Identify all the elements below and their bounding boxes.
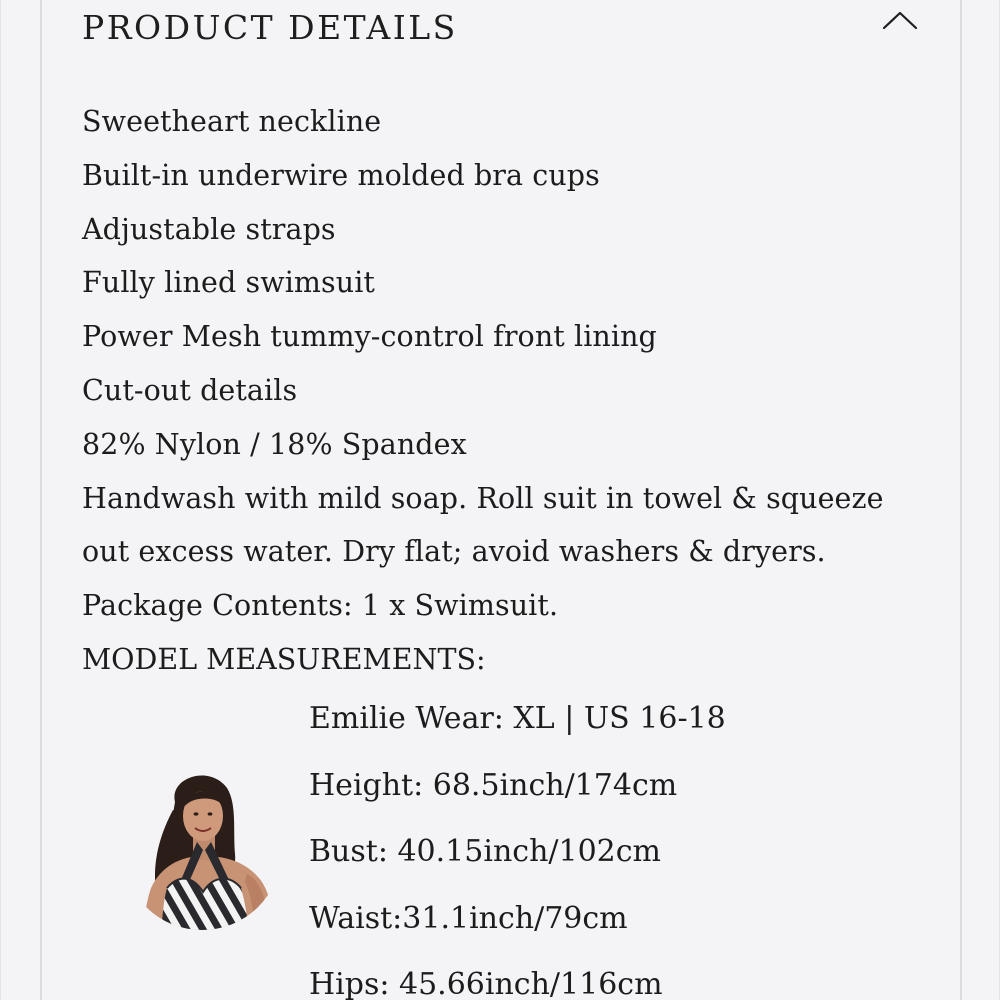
detail-item: Adjustable straps xyxy=(82,212,336,246)
measurement-item: Emilie Wear: XL | US 16-18 xyxy=(309,701,726,736)
detail-item: 82% Nylon / 18% Spandex xyxy=(82,427,467,461)
detail-item: Handwash with mild soap. Roll suit in towel & squeeze xyxy=(82,481,884,515)
measurement-item: Hips: 45.66inch/116cm xyxy=(309,967,663,1000)
collapse-toggle-button[interactable] xyxy=(880,8,920,38)
product-details-list xyxy=(82,95,942,633)
model-photo xyxy=(123,770,281,930)
detail-item: Fully lined swimsuit xyxy=(82,266,375,300)
product-details-header[interactable] xyxy=(82,8,930,52)
section-title: PRODUCT DETAILS xyxy=(82,8,458,47)
detail-item: Built-in underwire molded bra cups xyxy=(82,158,600,192)
chevron-up-icon xyxy=(880,8,920,38)
product-details-panel xyxy=(40,0,962,1000)
detail-item: Cut-out details xyxy=(82,373,298,407)
model-measurements-heading: MODEL MEASUREMENTS: xyxy=(82,643,486,676)
detail-item: Package Contents: 1 x Swimsuit. xyxy=(82,589,559,623)
page-edge-left xyxy=(0,0,1,1000)
detail-item: Sweetheart neckline xyxy=(82,105,382,138)
measurement-item: Waist:31.1inch/79cm xyxy=(309,900,628,936)
measurement-item: Height: 68.5inch/174cm xyxy=(309,767,678,803)
detail-item: out excess water. Dry flat; avoid washers & dryers. xyxy=(82,535,826,569)
measurement-item: Bust: 40.15inch/102cm xyxy=(309,834,662,869)
model-photo-image xyxy=(123,770,281,930)
detail-item: Power Mesh tummy-control front lining xyxy=(82,320,657,354)
model-measurements-list xyxy=(309,686,726,1000)
